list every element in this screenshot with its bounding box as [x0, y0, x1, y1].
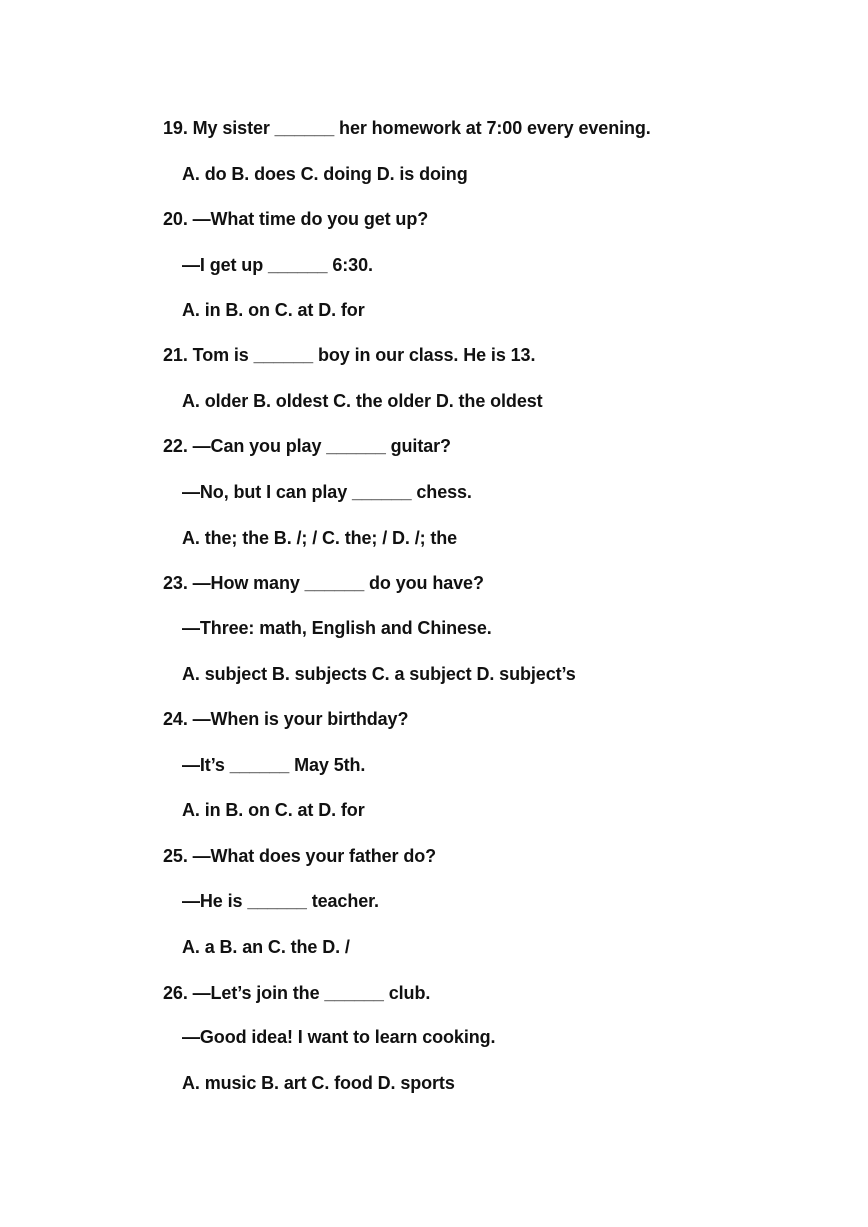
question-21-stem [163, 344, 535, 366]
question-number: 24. [163, 709, 188, 729]
question-text: My sister ______ her homework at 7:00 every evening. [192, 118, 651, 138]
question-20-stem [163, 208, 428, 230]
question-number: 23. [163, 573, 188, 593]
question-number: 26. [163, 983, 188, 1003]
question-22-reply: —No, but I can play ______ chess. [182, 482, 472, 502]
question-24-reply: —It’s ______ May 5th. [182, 755, 366, 775]
question-number: 20. [163, 209, 188, 229]
question-number: 19. [163, 118, 188, 138]
question-24-stem [163, 708, 408, 730]
question-25-options: A. a B. an C. the D. / [182, 937, 350, 957]
question-text: —When is your birthday? [192, 709, 409, 729]
question-text: —Let’s join the ______ club. [192, 983, 431, 1003]
question-25-reply: —He is ______ teacher. [182, 891, 379, 911]
question-26-stem [163, 982, 430, 1004]
question-24-options: A. in B. on C. at D. for [182, 800, 365, 820]
question-number: 21. [163, 345, 188, 365]
question-23-stem [163, 572, 484, 594]
question-19-stem [163, 117, 651, 139]
question-22-options: A. the; the B. /; / C. the; / D. /; the [182, 528, 458, 548]
question-number: 22. [163, 436, 188, 456]
question-20-reply: —I get up ______ 6:30. [182, 255, 373, 275]
question-text: —What does your father do? [192, 846, 437, 866]
question-23-reply: —Three: math, English and Chinese. [182, 618, 492, 638]
question-19-options: A. do B. does C. doing D. is doing [182, 164, 468, 184]
question-text: —How many ______ do you have? [192, 573, 484, 593]
question-23-options: A. subject B. subjects C. a subject D. subject’s [182, 664, 576, 684]
question-26-reply: —Good idea! I want to learn cooking. [182, 1027, 496, 1047]
question-text: Tom is ______ boy in our class. He is 13. [192, 345, 536, 365]
question-22-stem [163, 435, 451, 457]
question-number: 25. [163, 846, 188, 866]
question-25-stem [163, 845, 436, 867]
question-20-options: A. in B. on C. at D. for [182, 300, 365, 320]
question-26-options: A. music B. art C. food D. sports [182, 1073, 455, 1093]
question-text: —What time do you get up? [192, 209, 429, 229]
question-21-options: A. older B. oldest C. the older D. the oldest [182, 391, 543, 411]
question-text: —Can you play ______ guitar? [192, 436, 451, 456]
